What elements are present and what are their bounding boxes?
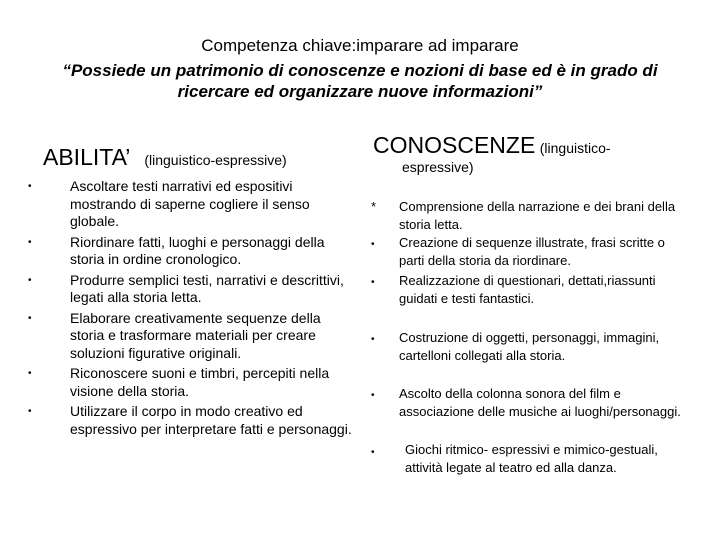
list-item-text: Riconoscere suoni e timbri, percepiti nella visione della storia. (70, 365, 330, 399)
bullet-icon: • (28, 236, 32, 248)
bullet-icon: • (28, 181, 32, 192)
conoscenze-heading (373, 132, 611, 175)
conoscenze-heading-title: CONOSCENZE (373, 132, 536, 158)
list-item (28, 310, 358, 363)
list-item-text: Realizzazione di questionari, dettati,riassunti guidati e testi fantastici. (399, 273, 656, 306)
list-item-text: Giochi ritmico- espressivi e mimico-gestuali, attività legate al teatro ed alla danza. (405, 442, 658, 475)
page-title: Competenza chiave:imparare ad imparare (201, 36, 519, 55)
list-item (28, 272, 358, 307)
list-item-text: Riordinare fatti, luoghi e personaggi della storia in ordine cronologico. (70, 233, 325, 267)
abilita-list (28, 178, 358, 441)
bullet-icon: • (371, 277, 375, 288)
abilita-heading-sub: (linguistico-espressive) (144, 152, 287, 168)
list-item (28, 178, 358, 231)
list-item (28, 403, 358, 438)
bullet-icon: • (371, 390, 375, 401)
bullet-icon: • (28, 368, 32, 379)
bullet-icon: • (371, 239, 375, 250)
star-bullet-icon: * (371, 199, 377, 214)
page-subtitle: “Possiede un patrimonio di conoscenze e nozioni di base ed è in grado di ricercare ed organizzare nuove informazioni” (62, 61, 658, 101)
abilita-heading-title: ABILITA’ (43, 144, 131, 170)
list-item (28, 234, 358, 269)
conoscenze-heading-sub-1: (linguistico- (539, 140, 611, 156)
conoscenze-heading-sub-2: espressive) (402, 159, 474, 175)
list-item (28, 365, 358, 400)
list-item-text: Creazione di sequenze illustrate, frasi scritte o parti della storia da riordinare. (399, 235, 665, 268)
bullet-icon: • (28, 406, 32, 417)
bullet-icon: • (28, 312, 32, 324)
list-item-text: Utilizzare il corpo in modo creativo ed espressivo per interpretare fatti e personaggi. (70, 403, 352, 437)
list-item-text: Ascolto della colonna sonora del film e associazione delle musiche ai luoghi/personaggi. (399, 386, 681, 419)
bullet-icon: • (371, 447, 375, 458)
list-item-text: Elaborare creativamente sequenze della storia e trasformare materiali per creare soluzioni figurative originali. (70, 309, 321, 361)
bullet-icon: • (371, 334, 375, 345)
abilita-heading (43, 144, 287, 171)
list-item-text: Comprensione della narrazione e dei brani della storia letta. (399, 199, 676, 232)
list-item-text: Ascoltare testi narrativi ed espositivi mostrando di saperne cogliere il senso globale. (70, 178, 310, 229)
list-item-text: Costruzione di oggetti, personaggi, immagini, cartelloni collegati alla storia. (399, 330, 660, 363)
list-item-text: Produrre semplici testi, narrativi e descrittivi, legati alla storia letta. (70, 271, 344, 305)
bullet-icon: • (28, 274, 32, 286)
